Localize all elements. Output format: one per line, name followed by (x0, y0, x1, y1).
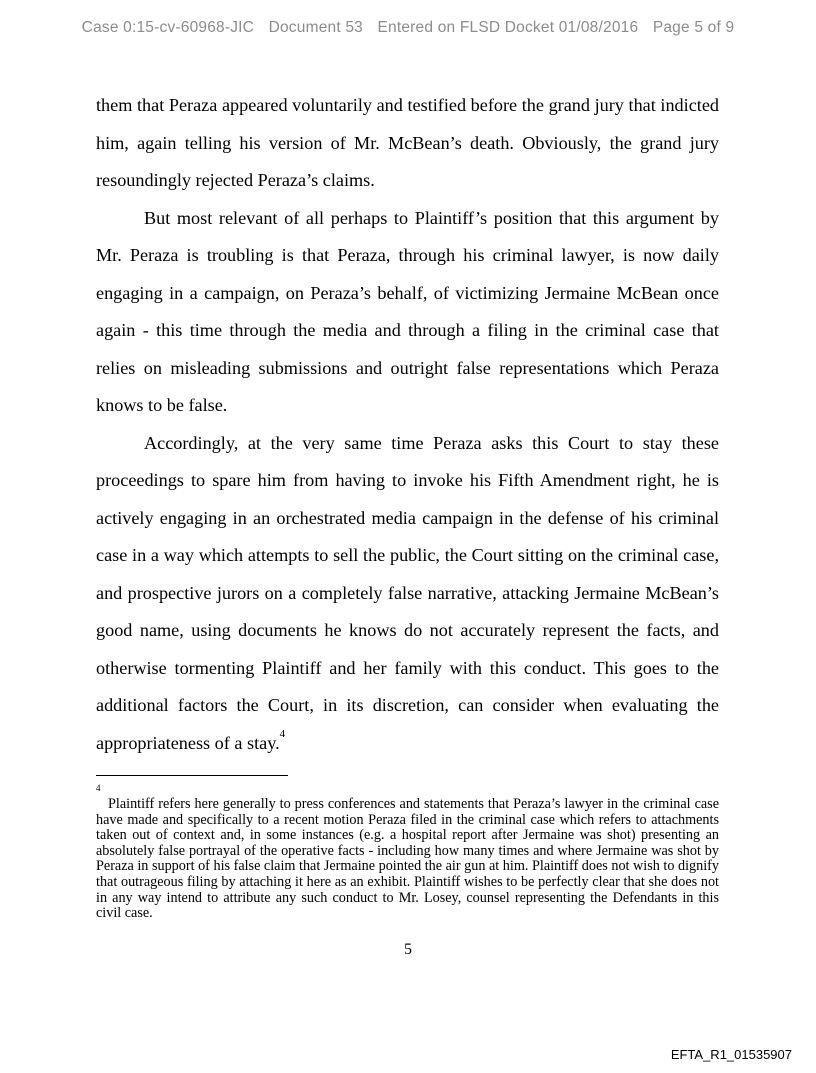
paragraph-text: Accordingly, at the very same time Peraza asks this Court to stay these proceedings to spare him from having to invoke his Fifth Amendment right, he is actively engaging in an orchestrated media campaign in the defense of his criminal case in a way which attempts to sell the public, the Court sitting on the criminal case, and prospective jurors on a completely false narrative, attacking Jermaine McBean’s good name, using documents he knows do not accurately represent the facts, and otherwise tormenting Plaintiff and her family with this conduct. This goes to the additional factors the Court, in its discretion, can consider when evaluating the appropriateness of a stay. (96, 432, 719, 753)
case-number: Case 0:15-cv-60968-JIC (81, 19, 255, 36)
page-number: 5 (404, 941, 412, 958)
footnote-marker: 4 (96, 783, 101, 793)
footnote-reference: 4 (279, 727, 286, 740)
paragraph-with-footnote (96, 425, 719, 763)
document-id: EFTA_R1_01535907 (670, 1047, 792, 1062)
docket-entry: Entered on FLSD Docket 01/08/2016 (377, 19, 639, 36)
body-text (96, 87, 719, 762)
paragraph: But most relevant of all perhaps to Plaintiff’s position that this argument by Mr. Peraza is troubling is that Peraza, through his criminal lawyer, is now daily engaging in a campaign, on Peraza’s behalf, of victimizing Jermaine McBean once again - this time through the media and through a filing in the criminal case that relies on misleading submissions and outright false representations which Peraza knows to be false. (96, 207, 719, 415)
docket-header (0, 19, 816, 37)
page-count: Page 5 of 9 (652, 19, 735, 36)
paragraph: them that Peraza appeared voluntarily and testified before the grand jury that indicted him, again telling his version of Mr. McBean’s death. Obviously, the grand jury resoundingly rejected Peraza’s claims. (96, 95, 719, 190)
document-number: Document 53 (268, 19, 363, 36)
footnote-divider (96, 775, 288, 776)
footnote-text: Plaintiff refers here generally to press conferences and statements that Peraza’s lawyer in the criminal case have made and specifically to a recent motion Peraza filed in the criminal case which refers to attachments taken out of context and, in some instances (e.g. a hospital report after Jermaine was shot) presenting an absolutely false portrayal of the operative facts - including how many times and where Jermaine was shot by Peraza in support of his false claim that Jermaine pointed the air gun at him. Plaintiff does not wish to dignify that outrageous filing by attaching it here as an exhibit. Plaintiff wishes to be perfectly clear that she does not in any way intend to attribute any such conduct to Mr. Losey, counsel representing the Defendants in this civil case. (96, 796, 719, 922)
